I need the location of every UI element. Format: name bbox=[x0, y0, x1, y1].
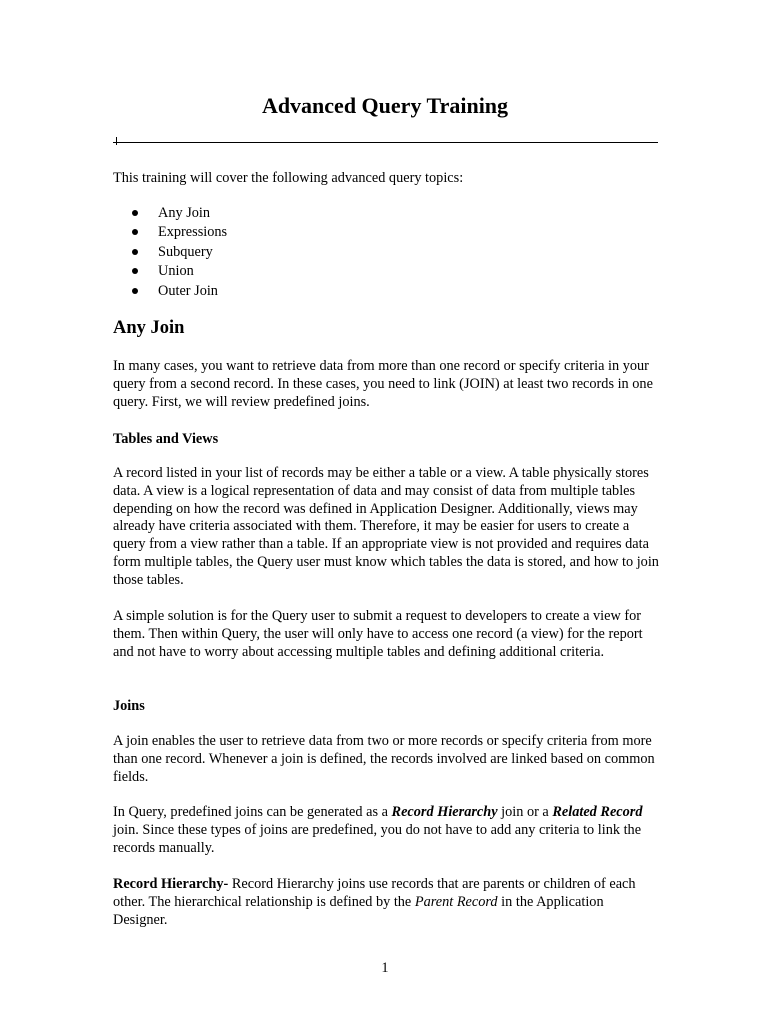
horizontal-rule bbox=[113, 142, 658, 143]
intro-paragraph: This training will cover the following advanced query topics: bbox=[113, 170, 464, 186]
bullet-icon bbox=[132, 229, 138, 235]
bullet-icon bbox=[132, 249, 138, 255]
term-parent-record: Parent Record bbox=[414, 893, 498, 910]
subheading-tables-and-views: Tables and Views bbox=[113, 431, 219, 447]
page-number: 1 bbox=[381, 960, 389, 976]
joins-paragraph-1: A join enables the user to retrieve data from two or more records or specify criteria from more than one record. Whenever a join is defined, the records involved are linked based on common fields. bbox=[113, 733, 655, 785]
tables-views-paragraph-2: A simple solution is for the Query user to submit a request to developers to create a view for them. Then within Query, the user will only have to access one record (a view) for the report and not have to worry about accessing multiple tables and defining additional criteria. bbox=[113, 608, 643, 660]
list-item: Any Join bbox=[113, 204, 227, 223]
rule-tick-mark bbox=[116, 137, 117, 145]
bullet-icon bbox=[132, 268, 138, 274]
list-item: Expressions bbox=[113, 223, 227, 242]
joins-paragraph-3: Record Hierarchy- Record Hierarchy joins use records that are parents or children of each other. The hierarchical relationship is defined by the Parent Record in the Application Designer. bbox=[113, 876, 636, 928]
joins-paragraph-2: In Query, predefined joins can be generated as a Record Hierarchy join or a Related Record join. Since these types of joins are predefined, you do not have to add any criteria to link the records manually. bbox=[113, 804, 643, 856]
bullet-icon bbox=[132, 288, 138, 294]
page-title: Advanced Query Training bbox=[261, 93, 509, 118]
list-item: Outer Join bbox=[113, 282, 227, 301]
record-hierarchy-label: Record Hierarchy- bbox=[113, 876, 229, 892]
section-heading-any-join: Any Join bbox=[113, 318, 185, 338]
bullet-icon bbox=[132, 210, 138, 216]
list-item: Subquery bbox=[113, 243, 227, 262]
list-item: Union bbox=[113, 262, 227, 281]
any-join-paragraph: In many cases, you want to retrieve data from more than one record or specify criteria in your query from a second record. In these cases, you need to link (JOIN) at least two records in one query. First, we will review predefined joins. bbox=[113, 358, 653, 410]
tables-views-paragraph-1: A record listed in your list of records may be either a table or a view. A table physically stores data. A view is a logical representation of data and may consist of data from multiple tables depending on how the record was defined in Application Designer. Additionally, views may already have criteria associated with them. Therefore, it may be easier for users to create a query from a view rather than a table. If an appropriate view is not provided and requires data form multiple tables, the Query user must know which tables the data is stored, and how to join those tables. bbox=[113, 465, 659, 588]
term-related-record: Related Record bbox=[552, 804, 643, 820]
term-record-hierarchy: Record Hierarchy bbox=[391, 804, 498, 820]
topic-list bbox=[113, 204, 227, 301]
subheading-joins: Joins bbox=[113, 698, 145, 714]
